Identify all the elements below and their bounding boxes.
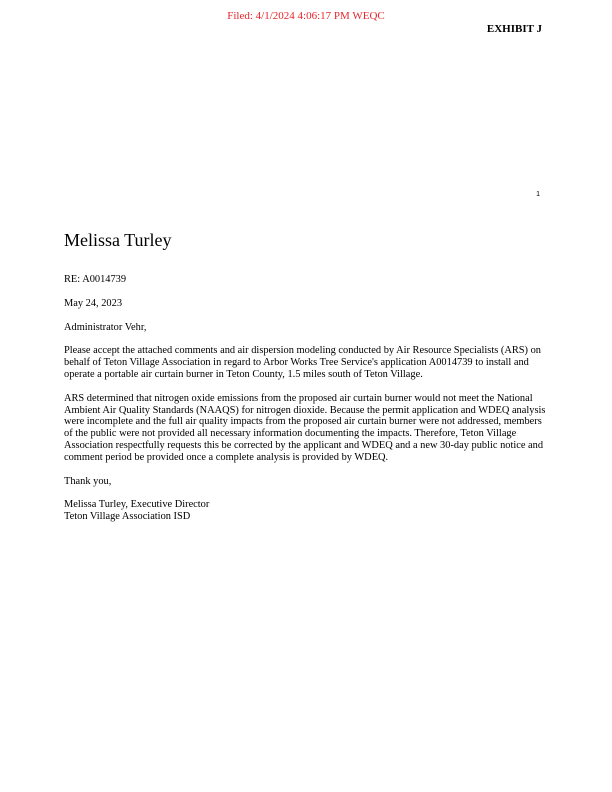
page-number: 1 xyxy=(536,191,540,198)
salutation: Administrator Vehr, xyxy=(64,321,147,333)
closing: Thank you, xyxy=(64,475,112,487)
signature-organization: Teton Village Association ISD xyxy=(64,511,191,523)
body-paragraph-2: ARS determined that nitrogen oxide emissions from the proposed air curtain burner would not meet the National Ambient Air Quality Standards (NAAQS) for nitrogen dioxide. Because the permit application and WDEQ analysis were incomplete and the full air quality impacts from the proposed air curtain burner were not addressed, members of the public were not provided all necessary information documenting the impacts. Therefore, Teton Village Association respectfully requests this be corrected by the applicant and WDEQ and a new 30-day public notice and comment period be provided once a complete analysis is provided by WDEQ. xyxy=(64,392,546,463)
filed-stamp: Filed: 4/1/2024 4:06:17 PM WEQC xyxy=(227,10,385,22)
letter-date: May 24, 2023 xyxy=(64,297,123,309)
body-paragraph-1: Please accept the attached comments and air dispersion modeling conducted by Air Resource Specialists (ARS) on behalf of Teton Village Association in regard to Arbor Works Tree Service's application A0014739 to install and operate a portable air curtain burner in Teton County, 1.5 miles south of Teton Village. xyxy=(64,345,541,380)
reference-line: RE: A0014739 xyxy=(64,274,127,285)
signature-block xyxy=(64,499,550,523)
sender-name: Melissa Turley xyxy=(64,230,172,250)
signature-name-title: Melissa Turley, Executive Director xyxy=(64,499,210,511)
exhibit-label: EXHIBIT J xyxy=(486,23,542,35)
letter-body xyxy=(64,228,550,535)
